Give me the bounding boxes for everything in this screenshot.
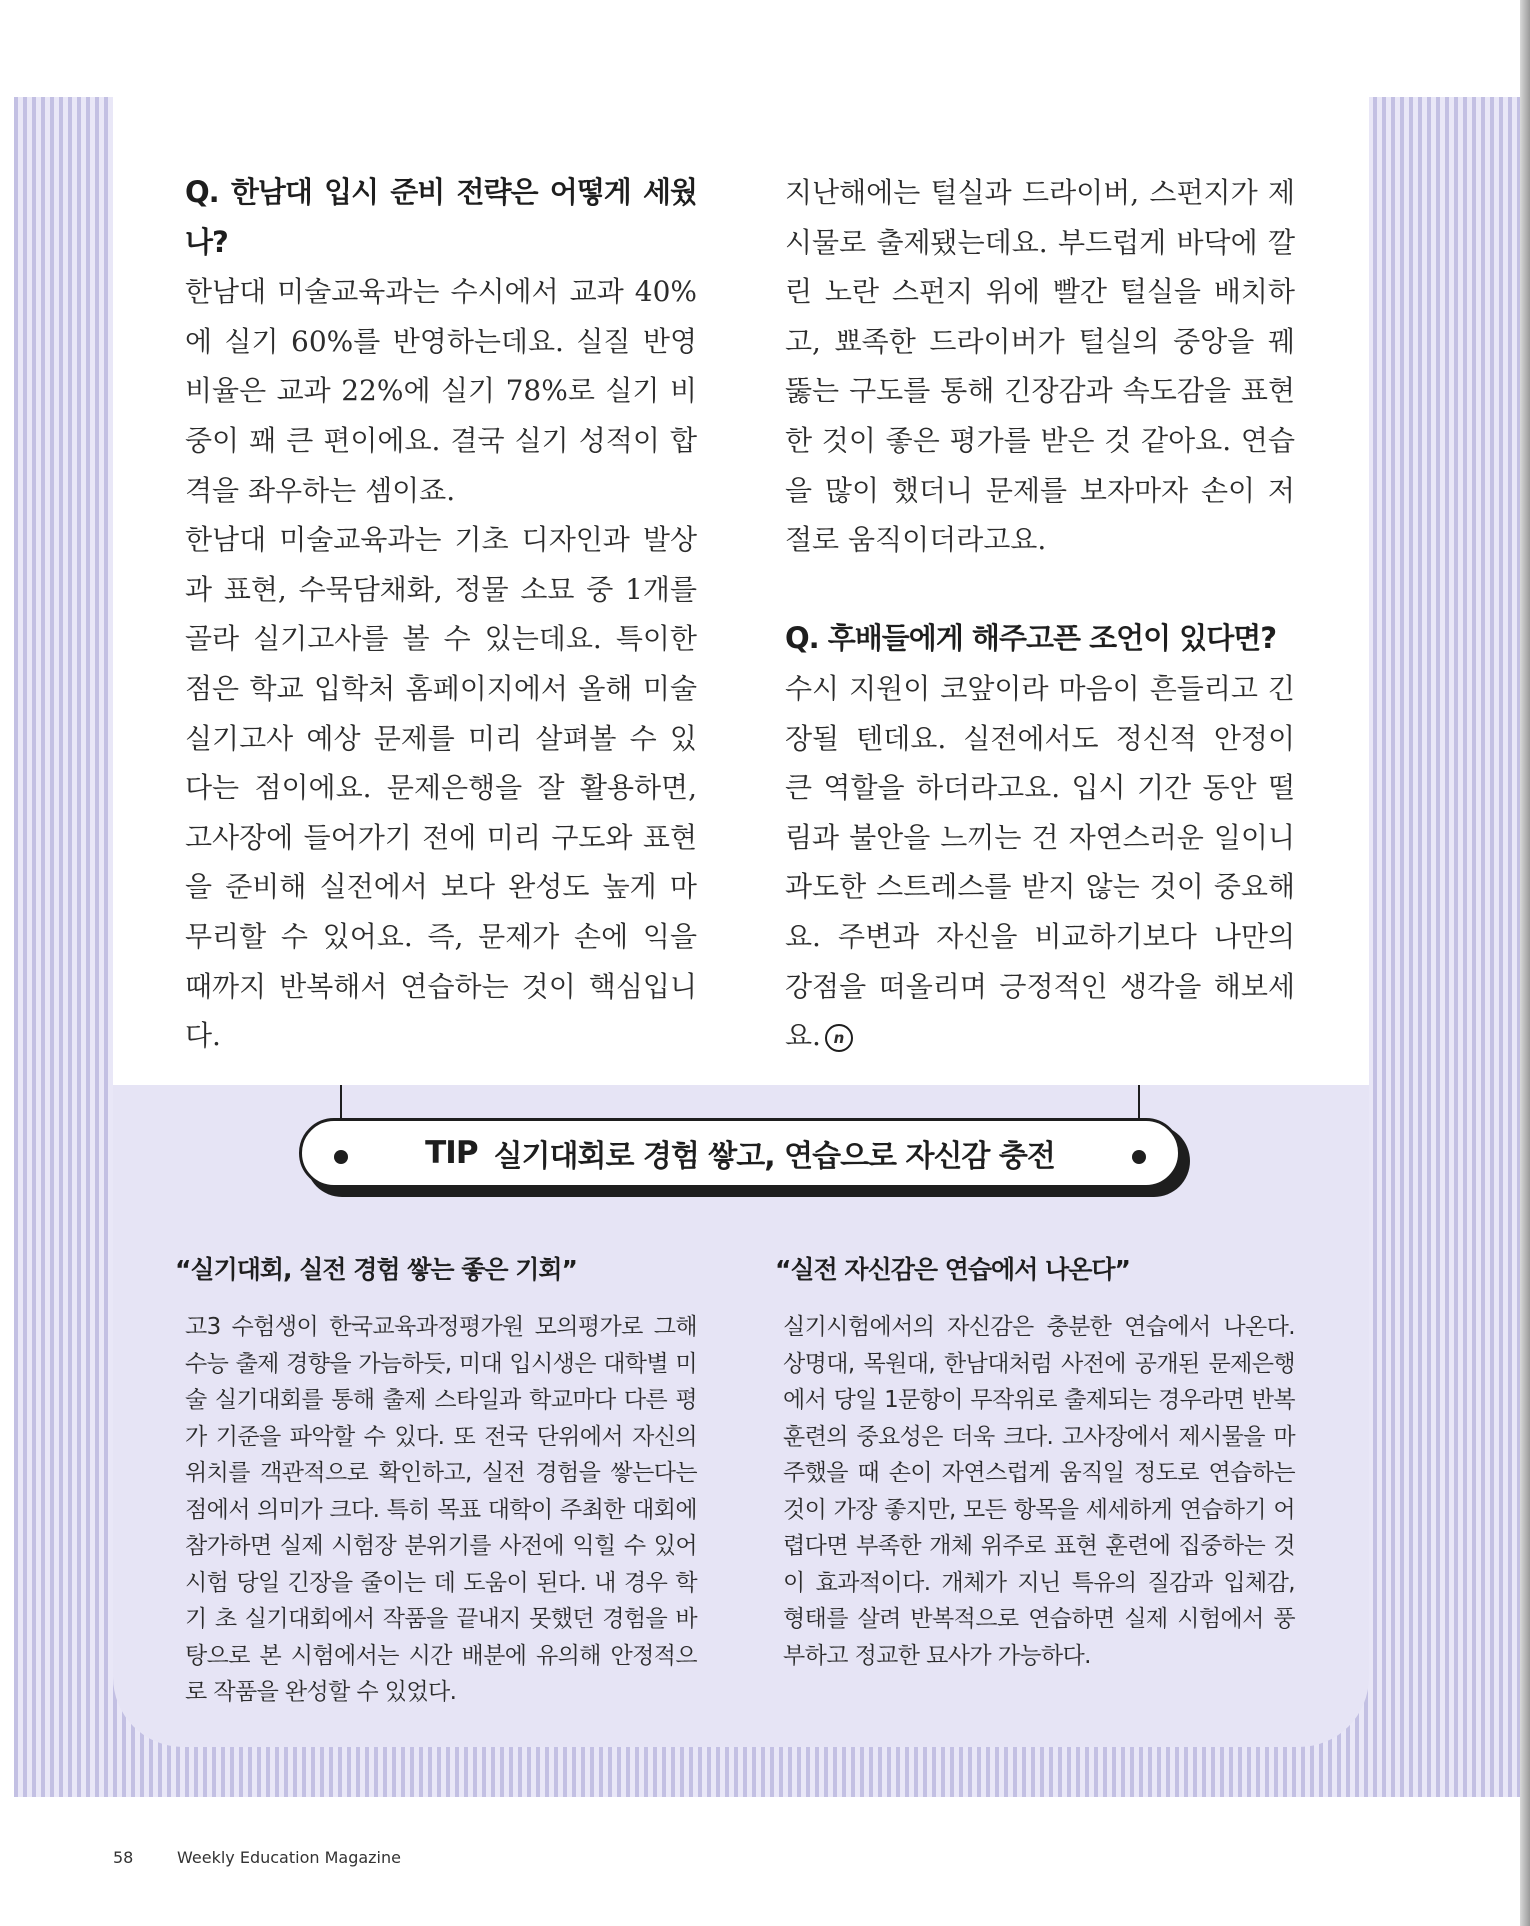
answer-paragraph: 지난해에는 털실과 드라이버, 스펀지가 제시물로 출제됐는데요. 부드럽게 바닥에 깔린 노란 스펀지 위에 빨간 털실을 배치하고, 뾰족한 드라이버가 털실의 중앙을 꿰뚫는 구도를 통해 긴장감과 속도감을 표현한 것이 좋은 평가를 받은 것 같아요. 연습을 많이 했더니 문제를 보자마자 손이 저절로 움직이더라고요. xyxy=(785,176,1295,557)
tip-left-heading: “실기대회, 실전 경험 쌓는 좋은 기회” xyxy=(175,1255,577,1284)
answer-paragraph: 한남대 미술교육과는 기초 디자인과 발상과 표현, 수묵담채화, 정물 소묘 중 1개를 골라 실기고사를 볼 수 있는데요. 특이한 점은 학교 입학처 홈페이지에서 올해 미술 실기고사 예상 문제를 미리 살펴볼 수 있다는 점이에요. 문제은행을 잘 활용하면, 고사장에 들어가기 전에 미리 구도와 표현을 준비해 실전에서 보다 완성도 높게 마무리할 수 있어요. 즉, 문제가 손에 익을 때까지 반복해서 연습하는 것이 핵심입니다. xyxy=(185,523,697,1053)
question-heading: Q. 후배들에게 해주고픈 조언이 있다면? xyxy=(785,621,1277,656)
tip-label: TIP xyxy=(425,1135,478,1171)
end-mark-icon: n xyxy=(825,1024,853,1052)
interview-left-column xyxy=(185,168,697,1061)
page-number: 58 xyxy=(113,1848,134,1867)
bullet-dot-icon xyxy=(1132,1150,1146,1164)
question-heading: Q. 한남대 입시 준비 전략은 어떻게 세웠나? xyxy=(185,175,697,259)
answer-text: 수시 지원이 코앞이라 마음이 흔들리고 긴장될 텐데요. 실전에서도 정신적 안정이 큰 역할을 하더라고요. 입시 기간 동안 떨림과 불안을 느끼는 건 자연스러운 일이니 과도한 스트레스를 받지 않는 것이 중요해요. 주변과 자신을 비교하기보다 나만의 강점을 떠올리며 긍정적인 생각을 해보세요. xyxy=(785,671,1295,1053)
bullet-dot-icon xyxy=(334,1150,348,1164)
answer-paragraph: 한남대 미술교육과는 수시에서 교과 40%에 실기 60%를 반영하는데요. 실질 반영 비율은 교과 22%에 실기 78%로 실기 비중이 꽤 큰 편이에요. 결국 실기 성적이 합격을 좌우하는 셈이죠. xyxy=(185,275,697,507)
tip-title: 실기대회로 경험 쌓고, 연습으로 자신감 충전 xyxy=(493,1139,1055,1174)
answer-paragraph xyxy=(785,664,1295,1061)
interview-right-column xyxy=(785,168,1295,1061)
magazine-name: Weekly Education Magazine xyxy=(177,1848,401,1867)
tip-title-box xyxy=(299,1118,1181,1188)
page-edge xyxy=(1520,0,1530,1926)
tip-left-body: 고3 수험생이 한국교육과정평가원 모의평가로 그해 수능 출제 경향을 가늠하듯, 미대 입시생은 대학별 미술 실기대회를 통해 출제 스타일과 학교마다 다른 평가 기준을 파악할 수 있다. 또 전국 단위에서 자신의 위치를 객관적으로 확인하고, 실전 경험을 쌓는다는 점에서 의미가 크다. 특히 목표 대학이 주최한 대회에 참가하면 실제 시험장 분위기를 사전에 익힐 수 있어 시험 당일 긴장을 줄이는 데 도움이 된다. 내 경우 학기 초 실기대회에서 작품을 끝내지 못했던 경험을 바탕으로 본 시험에서는 시간 배분에 유의해 안정적으로 작품을 완성할 수 있었다. xyxy=(185,1314,697,1705)
tip-right-heading: “실전 자신감은 연습에서 나온다” xyxy=(775,1255,1130,1284)
tip-right-body: 실기시험에서의 자신감은 충분한 연습에서 나온다. 상명대, 목원대, 한남대처럼 사전에 공개된 문제은행에서 당일 1문항이 무작위로 출제되는 경우라면 반복 훈련의 중요성은 더욱 크다. 고사장에서 제시물을 마주했을 때 손이 자연스럽게 움직일 정도로 연습하는 것이 가장 좋지만, 모든 항목을 세세하게 연습하기 어렵다면 부족한 개체 위주로 표현 훈련에 집중하는 것이 효과적이다. 개체가 지닌 특유의 질감과 입체감, 형태를 살려 반복적으로 연습하면 실제 시험에서 풍부하고 정교한 묘사가 가능하다. xyxy=(783,1314,1295,1669)
